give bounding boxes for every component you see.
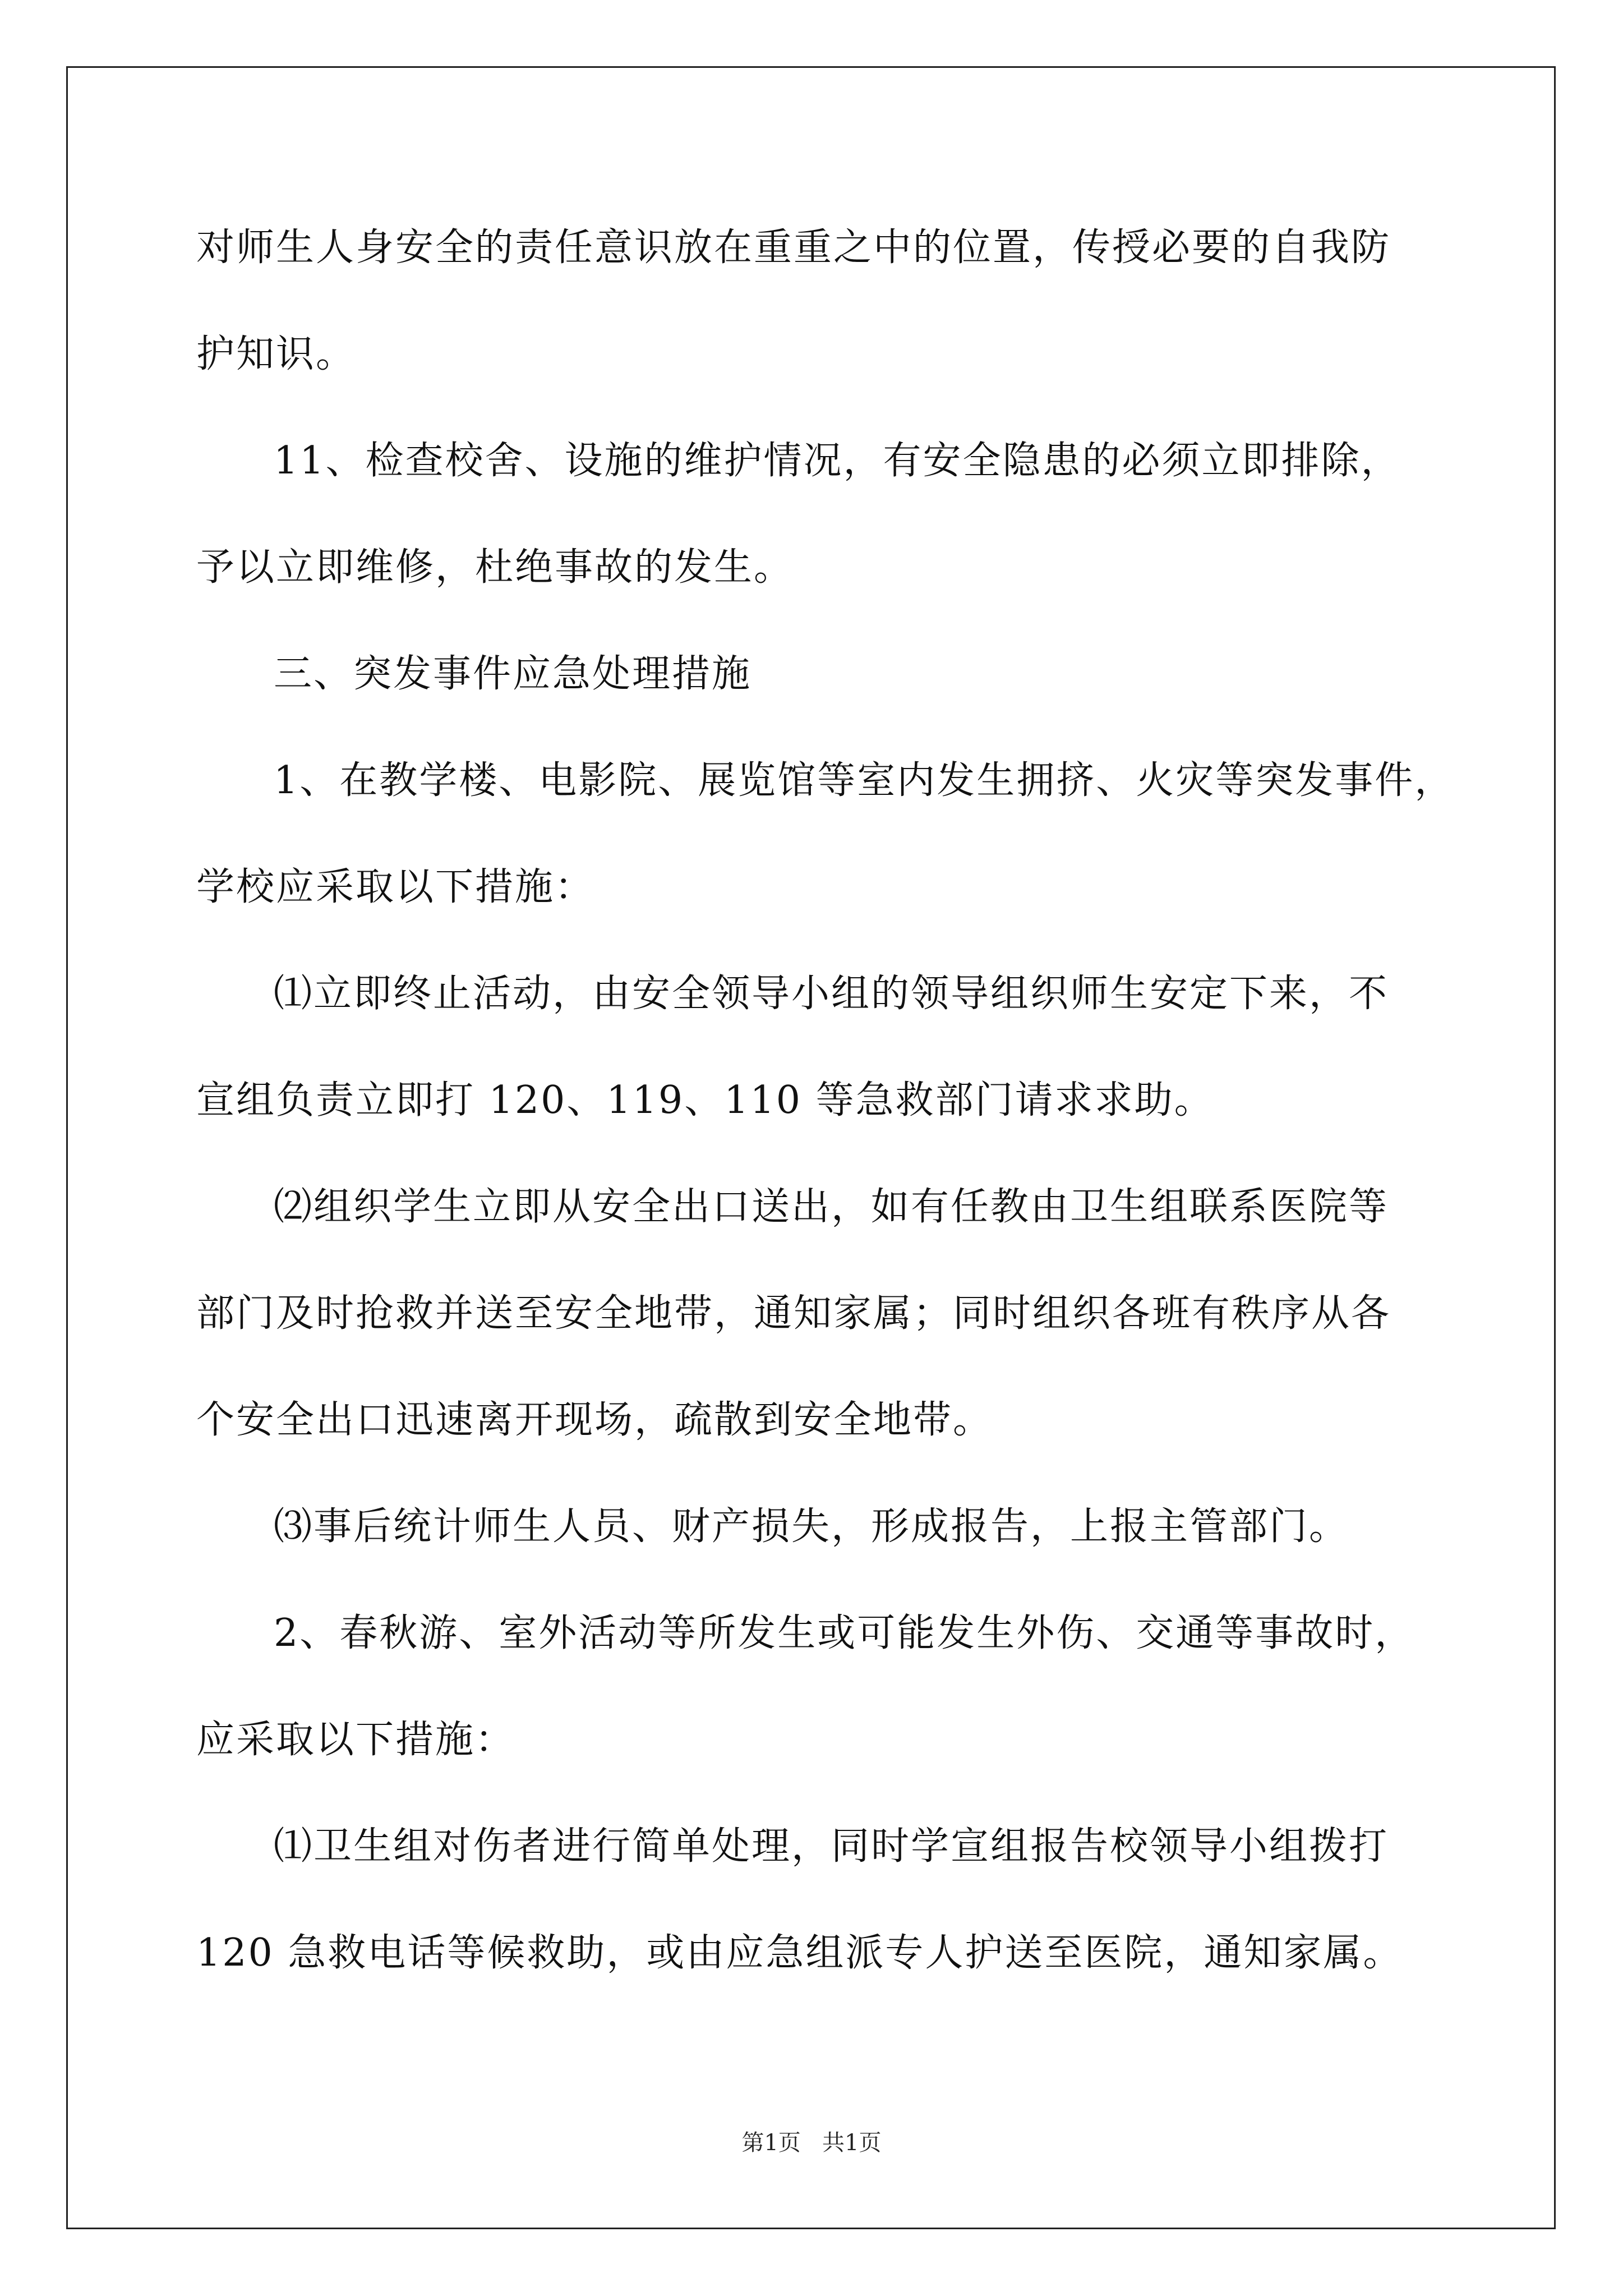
paragraph-line: 11、检查校舍、设施的维护情况，有安全隐患的必须立即排除， <box>274 439 1401 483</box>
paragraph-line: ⑴卫生组对伤者进行简单处理，同时学宣组报告校领导小组拨打 <box>274 1824 1389 1869</box>
paragraph-line: 宣组负责立即打 120、119、110 等急救部门请求求助。 <box>196 1078 1214 1122</box>
paragraph-line: 对师生人身安全的责任意识放在重重之中的位置，传授必要的自我防 <box>196 226 1391 270</box>
paragraph-line: ⑵组织学生立即从安全出口送出，如有任教由卫生组联系医院等 <box>274 1185 1389 1229</box>
paragraph-line: ⑶事后统计师生人员、财产损失，形成报告，上报主管部门。 <box>274 1504 1349 1549</box>
paragraph-line: 学校应采取以下措施： <box>196 865 595 909</box>
paragraph-line: 1、在教学楼、电影院、展览馆等室内发生拥挤、火灾等突发事件， <box>274 758 1455 803</box>
paragraph-line: 部门及时抢救并送至安全地带，通知家属；同时组织各班有秩序从各 <box>196 1291 1391 1336</box>
paragraph-line: 予以立即维修，杜绝事故的发生。 <box>196 545 794 590</box>
paragraph-line: 个安全出口迅速离开现场，疏散到安全地带。 <box>196 1398 993 1442</box>
document-body <box>196 214 1455 2026</box>
page-number-footer: 第1页 共1页 <box>741 2130 882 2156</box>
section-heading: 三、突发事件应急处理措施 <box>274 652 752 696</box>
paragraph-line: 应采取以下措施： <box>196 1718 515 1762</box>
paragraph-line: 120 急救电话等候救助，或由应急组派专人护送至医院，通知家属。 <box>196 1931 1403 1975</box>
paragraph-line: 护知识。 <box>196 332 356 376</box>
paragraph-line: 2、春秋游、室外活动等所发生或可能发生外伤、交通等事故时， <box>274 1611 1415 1655</box>
paragraph-line: ⑴立即终止活动，由安全领导小组的领导组织师生安定下来，不 <box>274 972 1389 1016</box>
